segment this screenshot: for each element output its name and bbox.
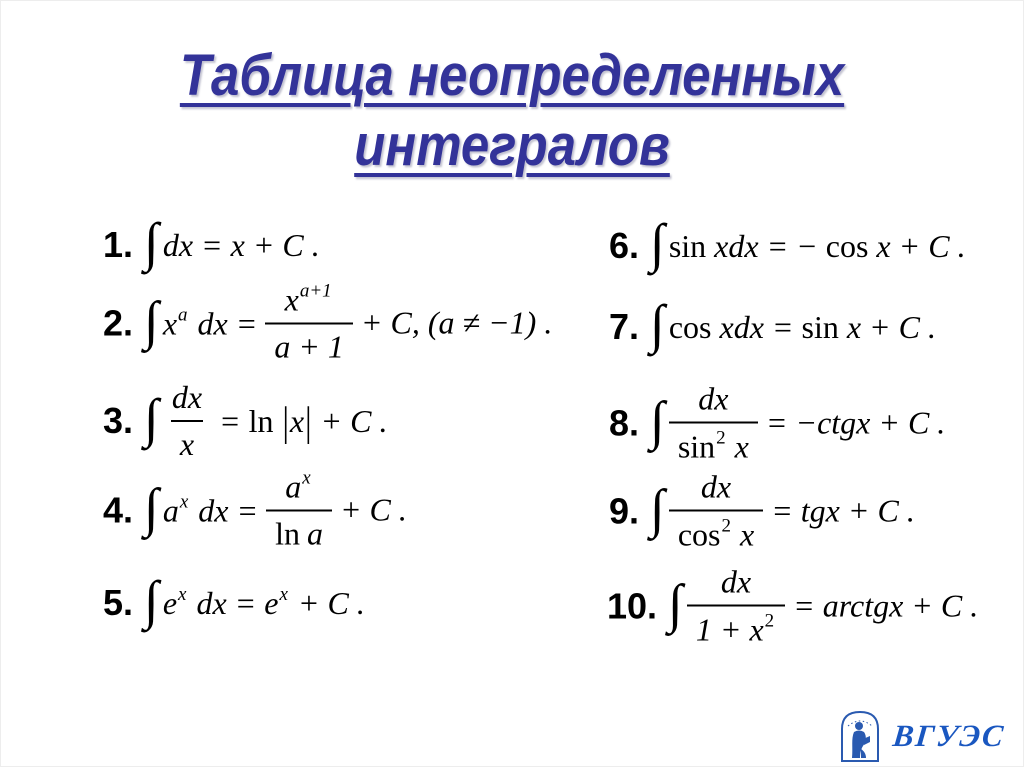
formula-4-ln: ln [275,515,300,552]
formula-4-numerator [276,468,321,510]
formula-6-cos: cos [825,227,869,264]
formula-10-expression [668,564,978,649]
formula-row-4 [103,468,407,553]
formula-3-result: + C . [320,402,388,439]
formula-7-equals: = [771,308,794,345]
formula-3-numerator: dx [171,379,203,415]
vvsu-logo [839,709,1005,763]
formula-2-fraction [265,281,353,366]
formula-9-den-var: x [739,516,755,553]
formula-3-var: x [289,402,305,439]
formula-2-integrand [163,304,258,342]
formula-2-exponent: a [178,304,188,325]
integral-icon: ∫ [144,570,159,630]
title-line-1: Таблица неопределенных [179,43,845,108]
vvsu-emblem-icon [839,709,881,763]
formula-5-body [163,584,365,622]
integral-icon: ∫ [650,213,665,273]
vvsu-logo-text: ВГУЭС [891,718,1007,753]
formula-6-expression [650,213,966,273]
formula-7-sin: sin [801,308,839,345]
integral-icon: ∫ [650,390,665,450]
integral-icon: ∫ [650,478,665,538]
abs-bar-icon: | [282,396,289,444]
formula-3-expression [144,379,387,463]
formula-8-numerator: dx [698,380,729,417]
formula-row-7 [609,294,936,354]
formula-10-numerator: dx [720,563,752,600]
formula-4-numerator-base: a [285,468,302,505]
formula-5-expression [144,570,365,630]
formula-2-numerator-base: x [284,281,299,318]
integral-icon: ∫ [144,212,159,272]
formula-9-number: 9. [609,490,640,531]
formula-3-abs [282,396,313,444]
formula-7-arg: xdx [719,308,764,345]
formula-5-mid: dx = e [196,585,279,621]
formula-4-fraction [266,468,332,553]
abs-bar-icon: | [305,396,312,444]
formula-7-result: x + C . [846,308,936,345]
formula-10-fraction [687,564,785,649]
formula-8-den-exponent: 2 [716,427,726,449]
formula-7-cos: cos [668,308,712,345]
formula-3-denominator: x [171,420,203,463]
formula-6-number: 6. [609,225,640,266]
formula-6-sin: sin [668,227,707,264]
formula-4-exponent: x [179,491,189,512]
formula-4-base: a [162,492,179,528]
formula-row-8 [609,381,945,466]
formula-8-sin: sin [677,428,716,465]
formula-3-number: 3. [103,400,134,441]
formula-9-numerator: dx [700,468,732,505]
formula-row-6 [609,213,966,273]
formula-10-den-base: 1 + x [695,611,764,648]
formula-10-result: = arctgx + C . [793,587,979,624]
formula-4-integrand [163,491,258,529]
formula-2-expression [144,281,552,366]
formula-9-expression [650,469,915,554]
formula-4-number: 4. [103,489,134,530]
formula-2-numerator [276,281,343,323]
integral-icon: ∫ [650,294,665,354]
formula-4-denominator [266,510,332,553]
formula-row-9 [609,469,915,554]
page-title [1,41,1023,181]
formula-2-denominator: a + 1 [265,323,353,366]
formula-4-dx-equals: dx = [198,492,259,528]
formula-5-exp2: x [279,584,288,605]
formula-10-den-exponent: 2 [764,610,775,632]
formula-7-expression [650,294,936,354]
formula-1-expression [144,212,320,272]
formula-2-number: 2. [103,302,134,343]
formula-4-expression [144,468,407,553]
formula-5-e1: e [162,585,178,621]
formula-2-numerator-exponent: a+1 [299,280,332,302]
formula-8-den-var: x [734,428,749,465]
formula-2-result: + C, (a ≠ −1) . [360,304,553,341]
formula-9-cos: cos [677,516,721,553]
formula-5-number: 5. [103,582,134,623]
formula-6-arg: xdx [714,227,759,264]
formula-5-exp1: x [178,584,187,605]
integral-icon: ∫ [668,573,683,633]
formula-3-equals: = [219,402,241,439]
formula-8-number: 8. [609,402,640,443]
formula-1-body: dx = x + C . [162,226,320,263]
integral-icon: ∫ [144,290,159,350]
formula-4-den-var: a [306,515,323,552]
formula-8-expression [650,381,945,466]
formula-9-den-exponent: 2 [721,515,731,537]
formula-5-result: + C . [297,585,365,621]
formula-6-result: x + C . [876,227,966,264]
formula-3-fraction [163,379,211,463]
formula-8-result: = −ctgx + C . [765,404,946,441]
formula-10-denominator [687,605,785,649]
formula-10-number: 10. [607,585,658,626]
formula-row-5 [103,570,365,630]
formula-row-2 [103,281,552,366]
formula-4-numerator-exponent: x [302,467,311,489]
integral-icon: ∫ [144,388,159,448]
formula-row-10 [607,564,978,649]
formula-2-dx-equals: dx = [197,305,258,341]
formula-row-3 [103,379,387,463]
formula-7-number: 7. [609,306,640,347]
formula-3-ln: ln [248,402,274,439]
formula-6-equals: = − [766,227,818,264]
title-line-2: интегралов [354,113,670,178]
formula-8-fraction [669,381,758,466]
formula-1-number: 1. [103,224,134,265]
formula-9-denominator [669,510,763,554]
formula-4-result: + C . [339,491,407,528]
integral-icon: ∫ [144,477,159,537]
formula-2-base: x [162,305,178,341]
formula-9-fraction [669,469,763,554]
formula-row-1 [103,212,320,272]
formula-9-result: = tgx + C . [771,492,915,529]
formula-8-denominator [669,422,758,466]
